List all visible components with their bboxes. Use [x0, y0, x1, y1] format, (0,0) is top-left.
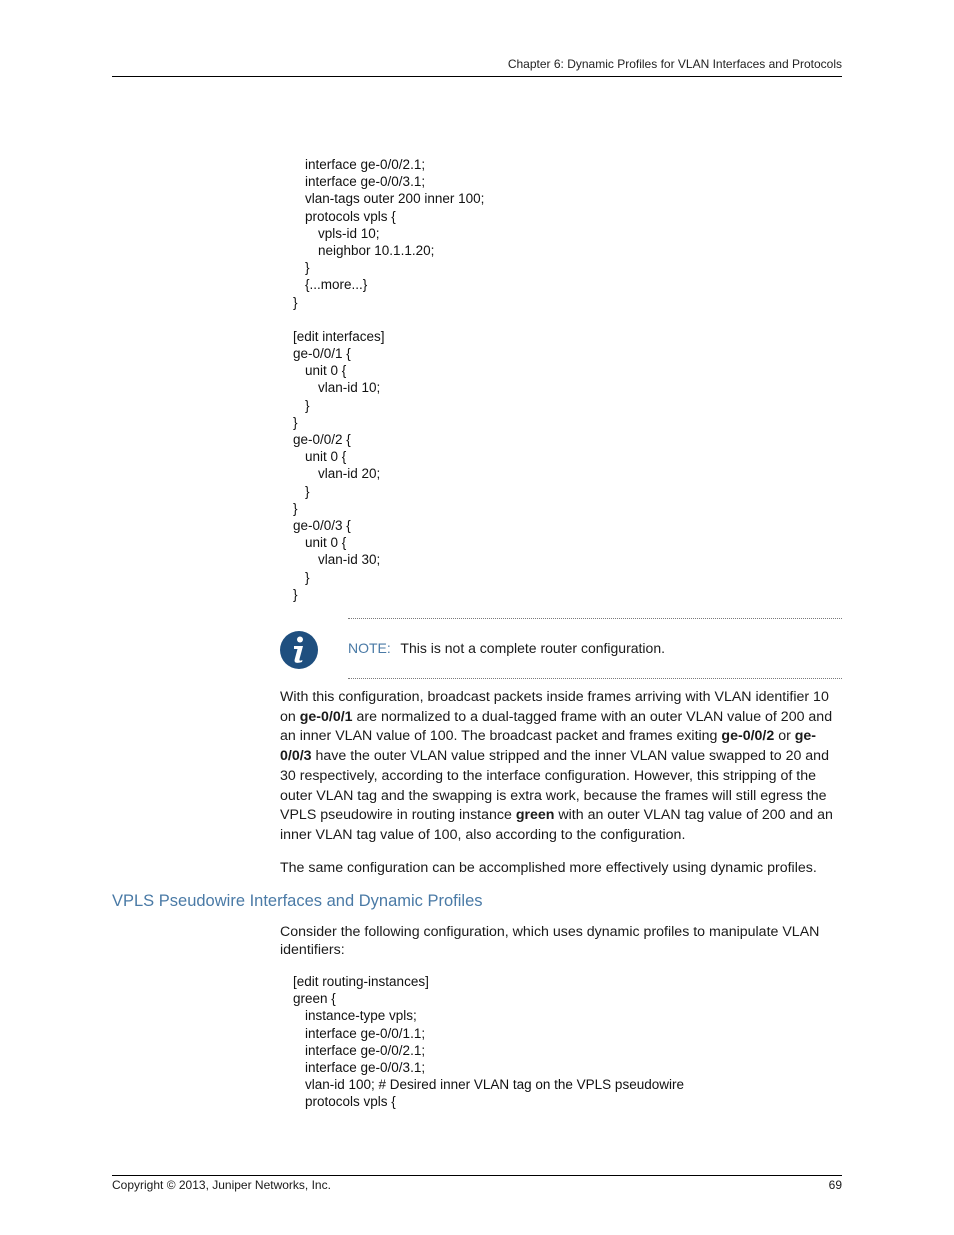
note-label: NOTE:	[348, 640, 391, 656]
code-line: unit 0 {	[305, 535, 347, 551]
code-line: protocols vpls {	[305, 208, 396, 224]
code-line: }	[293, 586, 298, 602]
code-line: ge-0/0/2 {	[293, 432, 351, 447]
code-line: vlan-tags outer 200 inner 100;	[305, 191, 485, 207]
code-line: }	[293, 500, 298, 516]
footer-divider	[112, 1175, 842, 1176]
code-line: interface ge-0/0/2.1;	[305, 157, 426, 172]
body-paragraph-2: The same configuration can be accomplished more effectively using dynamic profiles.	[280, 860, 817, 876]
code-line	[293, 311, 484, 328]
code-line: vlan-id 100; # Desired inner VLAN tag on the VPLS pseudowire	[305, 1077, 684, 1093]
code-line: [edit interfaces]	[293, 328, 385, 344]
note-top-divider	[348, 618, 842, 619]
interface-name: ge-0/0/3	[280, 728, 817, 765]
note-text: This is not a complete router configuration.	[400, 640, 665, 656]
code-line: }	[305, 260, 310, 276]
code-line: }	[305, 397, 310, 413]
code-line: ge-0/0/1 {	[293, 346, 351, 362]
code-block-dynamic-profiles	[293, 973, 684, 1111]
code-line: vlan-id 30;	[318, 552, 381, 568]
routing-instance-name: green	[515, 807, 555, 824]
code-line: neighbor 10.1.1.20;	[318, 242, 435, 258]
code-line: interface ge-0/0/3.1;	[305, 174, 426, 190]
header-divider	[112, 76, 842, 77]
para-text: With this configuration, broadcast packets inside frames arriving with VLAN identifier 10 on	[280, 689, 829, 725]
code-line: unit 0 {	[305, 449, 347, 465]
para-text: are normalized to a dual-tagged frame with an outer VLAN value of 200 and an inner VLAN value of 100. The broadcast packet and frames exiting	[280, 708, 833, 745]
code-line: vlan-id 20;	[318, 466, 381, 482]
code-line: }	[305, 483, 310, 499]
note-bottom-divider	[348, 678, 842, 679]
chapter-title: Chapter 6: Dynamic Profiles for VLAN Interfaces and Protocols	[507, 57, 842, 71]
code-line: [edit routing-instances]	[293, 974, 429, 989]
body-paragraph-1	[280, 688, 845, 846]
code-line: }	[305, 569, 310, 585]
code-line: }	[293, 414, 298, 430]
code-line: vlan-id 10;	[318, 380, 381, 396]
code-line: }	[293, 294, 298, 310]
para-text: have the outer VLAN value stripped and the inner VLAN value swapped to 20 and 30 respectively, according to the interface configuration. However, this stripping of the outer VLAN tag and the swapping is extra work, because the frames will still egress the VPLS pseudowire in routing instance	[280, 748, 829, 824]
code-line: interface ge-0/0/3.1;	[305, 1059, 426, 1075]
code-line: {...more...}	[305, 277, 368, 293]
code-line: green {	[293, 991, 336, 1007]
code-line: instance-type vpls;	[305, 1008, 417, 1024]
code-block-routing-instance	[293, 156, 484, 603]
code-line: protocols vpls {	[305, 1094, 396, 1110]
para-text: with an outer VLAN tag value of 200 and an inner VLAN tag value of 100, also according to the configuration.	[280, 807, 833, 843]
section-intro: Consider the following configuration, which uses dynamic profiles to manipulate VLAN identifiers:	[280, 924, 820, 958]
note	[348, 640, 665, 656]
page-number: 69	[828, 1178, 842, 1192]
para-text: or	[774, 728, 795, 745]
info-icon	[279, 630, 319, 670]
section-heading: VPLS Pseudowire Interfaces and Dynamic Profiles	[112, 892, 483, 910]
code-line: vpls-id 10;	[318, 225, 380, 241]
interface-name: ge-0/0/1	[299, 708, 353, 725]
copyright: Copyright © 2013, Juniper Networks, Inc.	[112, 1178, 331, 1192]
code-line: interface ge-0/0/1.1;	[305, 1025, 426, 1041]
code-line: ge-0/0/3 {	[293, 517, 351, 533]
code-line: interface ge-0/0/2.1;	[305, 1042, 426, 1058]
code-line: unit 0 {	[305, 363, 347, 379]
interface-name: ge-0/0/2	[721, 728, 775, 745]
